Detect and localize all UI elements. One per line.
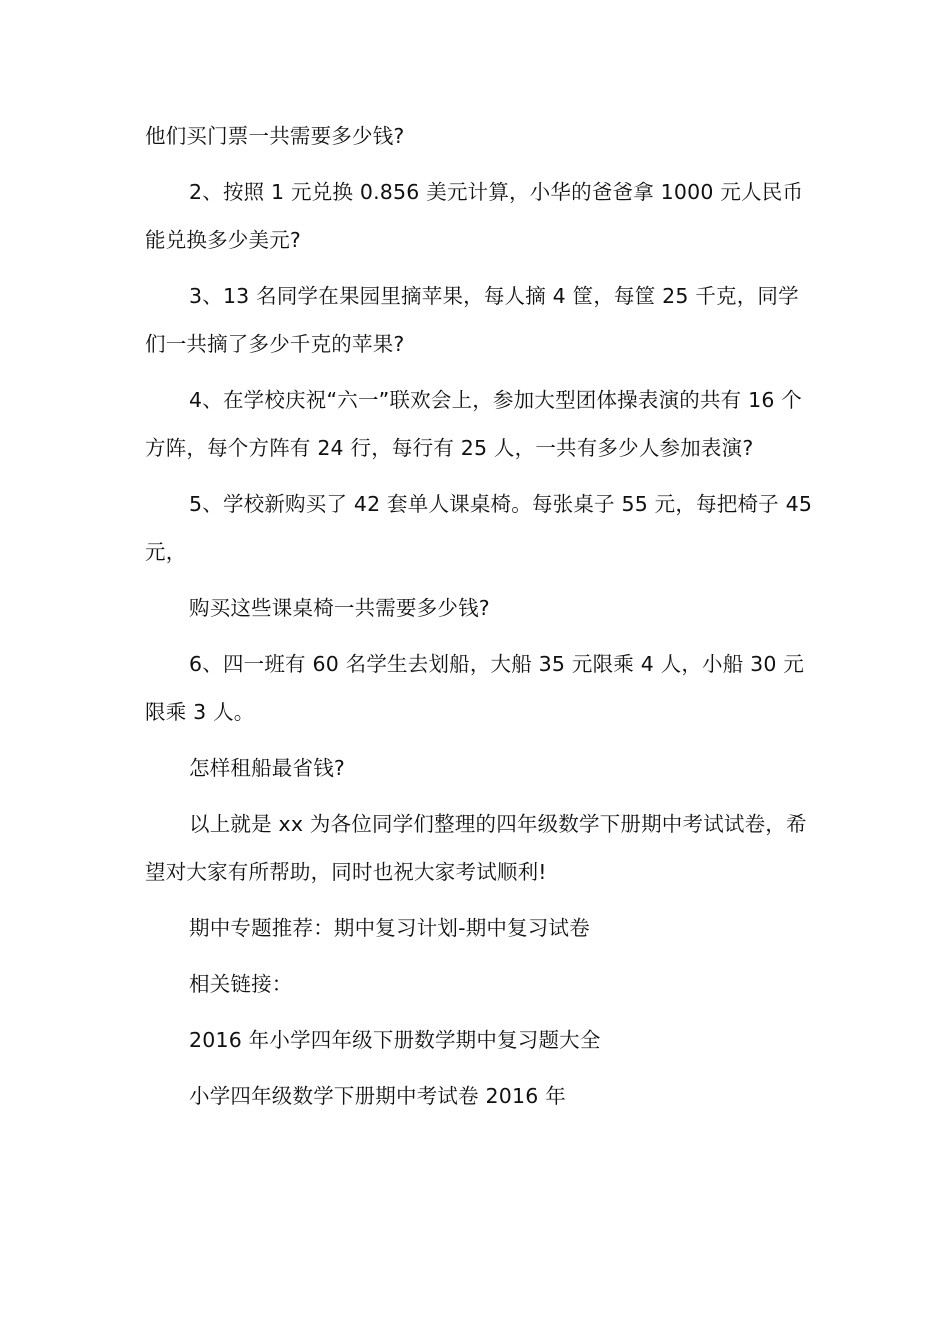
document-body [145,112,813,1128]
paragraph-question-4: 4、在学校庆祝“六一”联欢会上，参加大型团体操表演的共有 16 个方阵，每个方阵有 24 行，每行有 25 人，一共有多少人参加表演? [145,388,802,460]
related-link-2[interactable]: 小学四年级数学下册期中考试卷 2016 年 [189,1084,566,1108]
paragraph-1: 他们买门票一共需要多少钱? [145,124,405,148]
paragraph-question-2: 2、按照 1 元兑换 0.856 美元计算，小华的爸爸拿 1000 元人民币能兑换多少美元? [145,180,804,252]
paragraph-question-3: 3、13 名同学在果园里摘苹果，每人摘 4 筐，每筐 25 千克，同学们一共摘了多少千克的苹果? [145,284,799,356]
related-link-1[interactable]: 2016 年小学四年级下册数学期中复习题大全 [189,1028,601,1052]
paragraph-summary: 以上就是 xx 为各位同学们整理的四年级数学下册期中考试试卷，希望对大家有所帮助，同时也祝大家考试顺利! [145,812,807,884]
paragraph-question-6-cont: 怎样租船最省钱? [189,756,345,780]
paragraph-question-6: 6、四一班有 60 名学生去划船，大船 35 元限乘 4 人，小船 30 元限乘 3 人。 [145,652,805,724]
paragraph-recommend: 期中专题推荐：期中复习计划-期中复习试卷 [189,916,590,940]
paragraph-related-links-label: 相关链接： [189,972,293,996]
paragraph-question-5-cont: 购买这些课桌椅一共需要多少钱? [189,596,490,620]
paragraph-question-5: 5、学校新购买了 42 套单人课桌椅。每张桌子 55 元，每把椅子 45 元， [145,492,813,564]
